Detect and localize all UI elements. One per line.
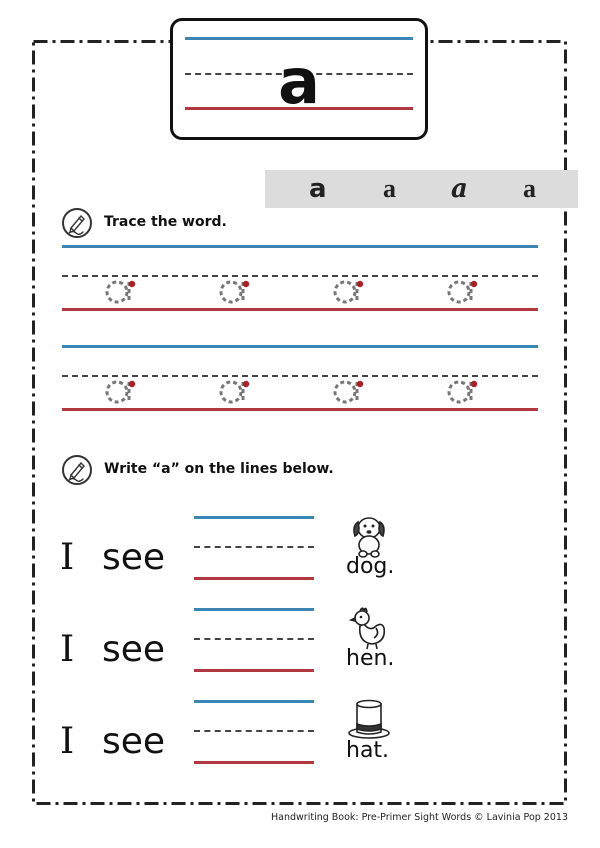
font-variant-1: a	[309, 174, 327, 204]
trace-letter-a	[102, 274, 138, 310]
sentence-verb: see	[102, 721, 166, 762]
sentence-pronoun: I	[60, 721, 75, 762]
dog-icon	[346, 512, 392, 558]
writing-mid-line	[194, 638, 314, 640]
page-border	[32, 40, 567, 805]
sentence-pronoun: I	[60, 537, 75, 578]
writing-lines[interactable]	[194, 700, 314, 760]
writing-top-line	[194, 700, 314, 703]
title-card	[170, 18, 428, 140]
pencil-icon	[62, 208, 92, 238]
trace-letter-a	[102, 374, 138, 410]
sentence-verb: see	[102, 537, 166, 578]
sentence-verb: see	[102, 629, 166, 670]
title-letter: a	[278, 45, 320, 118]
trace-letter-a	[444, 374, 480, 410]
trace-top-line	[62, 345, 538, 348]
sentence-pronoun: I	[60, 629, 75, 670]
trace-letter-a	[216, 274, 252, 310]
write-section-title: Write “a” on the lines below.	[104, 461, 334, 477]
font-variants-strip	[265, 170, 578, 208]
picture-word: dog.	[346, 554, 395, 579]
trace-row-1	[62, 245, 538, 315]
footer-credit: Handwriting Book: Pre-Primer Sight Words © Lavinia Pop 2013	[271, 812, 568, 823]
font-variant-2: a	[383, 174, 396, 203]
trace-row-2	[62, 345, 538, 415]
writing-base-line	[194, 577, 314, 580]
writing-mid-line	[194, 730, 314, 732]
writing-top-line	[194, 516, 314, 519]
writing-lines[interactable]	[194, 608, 314, 668]
trace-letter-a	[444, 274, 480, 310]
pencil-icon	[62, 455, 92, 485]
writing-base-line	[194, 761, 314, 764]
writing-base-line	[194, 669, 314, 672]
sentence-row-2	[60, 608, 400, 678]
hat-icon	[346, 696, 392, 742]
trace-top-line	[62, 245, 538, 248]
writing-top-line	[194, 608, 314, 611]
font-variant-3: a	[451, 174, 468, 204]
writing-lines[interactable]	[194, 516, 314, 576]
hen-icon	[346, 604, 392, 650]
sentence-row-1	[60, 516, 400, 586]
trace-letter-a	[330, 374, 366, 410]
trace-section-title: Trace the word.	[104, 214, 227, 230]
writing-mid-line	[194, 546, 314, 548]
title-top-line	[185, 37, 413, 40]
picture-word: hat.	[346, 738, 390, 763]
trace-letter-a	[216, 374, 252, 410]
trace-letter-a	[330, 274, 366, 310]
picture-word: hen.	[346, 646, 395, 671]
font-variant-4: a	[523, 174, 536, 203]
sentence-row-3	[60, 700, 400, 770]
